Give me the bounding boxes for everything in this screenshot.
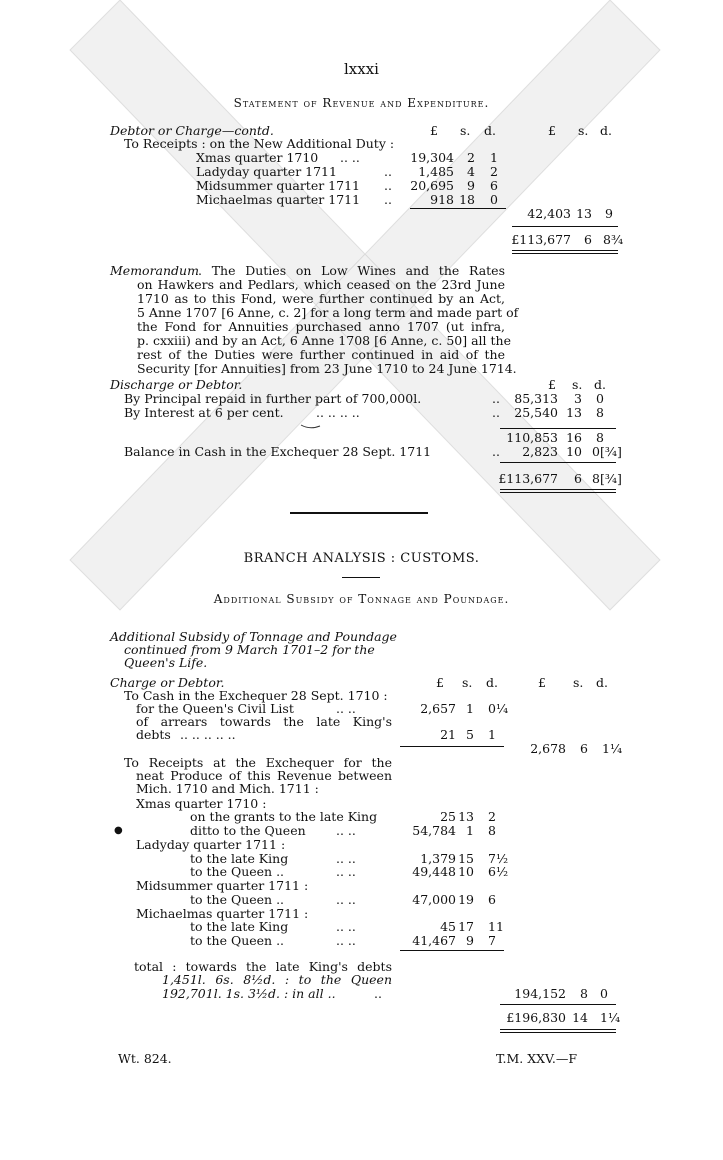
row-dots: .. .. xyxy=(340,150,360,165)
grand-total-pence: 1¼ xyxy=(600,1010,621,1025)
double-rule xyxy=(512,250,618,254)
row-label: Midsummer quarter 1711 xyxy=(196,178,360,193)
row-label: to the Queen .. xyxy=(190,933,285,948)
row-dots: .. xyxy=(492,444,500,459)
cash-line: debts xyxy=(136,727,171,742)
quarter-name: Midsummer quarter 1711 : xyxy=(136,878,309,893)
subtotal-pence: 8 xyxy=(596,430,604,445)
block1-heading: Debtor or Charge—contd. xyxy=(110,123,274,138)
row-shillings: 4 xyxy=(467,164,475,179)
balance-pounds: 2,823 xyxy=(522,444,558,459)
total-pence: 8[¾] xyxy=(592,471,622,486)
title-rule xyxy=(342,577,380,578)
col-head-pence: d. xyxy=(596,675,608,690)
row-shillings: 5 xyxy=(466,727,474,742)
row-shillings: 9 xyxy=(467,178,475,193)
footer-right: T.M. XXV.—F xyxy=(496,1051,578,1066)
total-line: 192,701l. 1s. 3½d. : in all .. xyxy=(162,986,336,1001)
row-label: to the Queen .. xyxy=(190,892,285,907)
memorandum-line: 5 Anne 1707 [6 Anne, c. 2] for a long term and made part of xyxy=(137,305,519,320)
row-shillings: 18 xyxy=(459,192,475,207)
rule xyxy=(500,1004,616,1005)
section-title: Statement of Revenue and Expenditure. xyxy=(233,96,490,110)
section-divider xyxy=(290,512,428,514)
cash-total-shillings: 6 xyxy=(580,741,588,756)
row-label: Xmas quarter 1710 xyxy=(196,150,319,165)
row-dots: .. .. xyxy=(336,864,356,879)
row-pounds: 25,540 xyxy=(514,405,558,420)
row-label: to the Queen .. xyxy=(190,864,285,879)
row-label: to the late King xyxy=(190,919,289,934)
row-pence: 2 xyxy=(488,809,496,824)
row-pounds: 25 xyxy=(440,809,456,824)
double-rule xyxy=(500,1029,616,1033)
subtotal-pence: 9 xyxy=(605,206,613,221)
memorandum-line: . The Duties on Low Wines and the Rates xyxy=(198,263,505,278)
row-pence: 0 xyxy=(596,391,604,406)
row-label: Ladyday quarter 1711 xyxy=(196,164,337,179)
row-shillings: 9 xyxy=(466,933,474,948)
cash-line: of arrears towards the late King's xyxy=(136,714,392,729)
row-pence: 11 xyxy=(488,919,504,934)
row-dots: .. .. xyxy=(336,933,356,948)
total-shillings: 6 xyxy=(584,232,592,247)
quarter-name: Xmas quarter 1710 : xyxy=(136,796,267,811)
col-head-pence: d. xyxy=(486,675,498,690)
rule xyxy=(500,428,616,429)
page-number: lxxxi xyxy=(344,60,379,78)
row-shillings: 17 xyxy=(458,919,474,934)
row-label: By Interest at 6 per cent. xyxy=(124,405,284,420)
row-shillings: 1 xyxy=(466,823,474,838)
intro-line: Queen's Life. xyxy=(124,655,208,670)
row-shillings: 3 xyxy=(574,391,582,406)
col-head-pence: d. xyxy=(594,377,606,392)
col-head-pounds: £ xyxy=(548,123,556,138)
row-pounds: 45 xyxy=(440,919,456,934)
row-shillings: 10 xyxy=(458,864,474,879)
block3-heading: Charge or Debtor. xyxy=(110,675,225,690)
subtotal-shillings: 13 xyxy=(576,206,592,221)
total-row-shillings: 8 xyxy=(580,986,588,1001)
row-dots: .. xyxy=(492,405,500,420)
receipts-line: To Receipts at the Exchequer for the xyxy=(124,755,392,770)
rule xyxy=(500,462,616,463)
row-shillings: 19 xyxy=(458,892,474,907)
rule xyxy=(410,208,506,209)
receipts-line: To Receipts : on the New Additional Duty : xyxy=(124,136,395,151)
row-dots: .. xyxy=(384,164,392,179)
row-shillings: 2 xyxy=(467,150,475,165)
cash-line: for the Queen's Civil List xyxy=(136,701,294,716)
row-dots: .. .. xyxy=(336,823,356,838)
col-head-pounds: £ xyxy=(548,377,556,392)
cash-line: To Cash in the Exchequer 28 Sept. 1710 : xyxy=(124,688,388,703)
quarter-name: Ladyday quarter 1711 : xyxy=(136,837,286,852)
intro-line: continued from 9 March 1701–2 for the xyxy=(124,642,375,657)
row-pence: 8 xyxy=(488,823,496,838)
row-shillings: 13 xyxy=(566,405,582,420)
row-dots: .. .. xyxy=(336,701,356,716)
subsection-title: Additional Subsidy of Tonnage and Poundage. xyxy=(213,592,510,606)
total-pounds: £113,677 xyxy=(511,232,571,247)
row-label: By Principal repaid in further part of 700,000l. xyxy=(124,391,422,406)
total-row-pence: 0 xyxy=(600,986,608,1001)
col-head-pence: d. xyxy=(484,123,496,138)
col-head-shillings: s. xyxy=(460,123,471,138)
row-pounds: 1,379 xyxy=(420,851,456,866)
total-shillings: 6 xyxy=(574,471,582,486)
ink-mark xyxy=(300,422,322,430)
subtotal-pounds: 42,403 xyxy=(527,206,571,221)
total-line: 1,451l. 6s. 8½d. : to the Queen xyxy=(162,972,392,987)
row-pounds: 1,485 xyxy=(418,164,454,179)
row-shillings: 13 xyxy=(458,809,474,824)
row-label: to the late King xyxy=(190,851,289,866)
row-pence: 6 xyxy=(490,178,498,193)
memorandum-line: on Hawkers and Pedlars, which ceased on the 23rd June xyxy=(137,277,505,292)
bullet-mark: ● xyxy=(114,825,123,836)
rule xyxy=(400,746,504,747)
row-dots: .. .. .. .. .. xyxy=(180,727,236,742)
row-dots: .. .. xyxy=(336,919,356,934)
rule xyxy=(400,950,504,951)
branch-title: BRANCH ANALYSIS : CUSTOMS. xyxy=(243,551,480,566)
memorandum-label: Memorandum xyxy=(110,263,199,278)
row-pence: 2 xyxy=(490,164,498,179)
subtotal-shillings: 16 xyxy=(566,430,582,445)
row-dots: .. .. xyxy=(336,892,356,907)
balance-pence: 0[¾] xyxy=(592,444,622,459)
memorandum-line: p. cxxiii) and by an Act, 6 Anne 1708 [6 Anne, c. 50] all the xyxy=(137,333,511,348)
row-label: ditto to the Queen xyxy=(190,823,306,838)
row-pounds: 85,313 xyxy=(514,391,558,406)
footer-left: Wt. 824. xyxy=(118,1051,172,1066)
row-pounds: 49,448 xyxy=(412,864,456,879)
col-head-shillings: s. xyxy=(573,675,584,690)
memorandum-line: Security [for Annuities] from 23 June 1710 to 24 June 1714. xyxy=(137,361,517,376)
row-pounds: 2,657 xyxy=(420,701,456,716)
receipts-line: neat Produce of this Revenue between xyxy=(136,768,392,783)
col-head-shillings: s. xyxy=(572,377,583,392)
row-pounds: 41,467 xyxy=(412,933,456,948)
row-shillings: 1 xyxy=(466,701,474,716)
balance-label: Balance in Cash in the Exchequer 28 Sept. 1711 xyxy=(124,444,432,459)
grand-total-shillings: 14 xyxy=(572,1010,588,1025)
row-dots: .. .. .. .. xyxy=(316,405,360,420)
row-pounds: 47,000 xyxy=(412,892,456,907)
col-head-shillings: s. xyxy=(578,123,589,138)
row-pence: 0¼ xyxy=(488,701,509,716)
row-pounds: 918 xyxy=(430,192,454,207)
col-head-pounds: £ xyxy=(430,123,438,138)
row-pence: 1 xyxy=(490,150,498,165)
row-label: on the grants to the late King xyxy=(190,809,378,824)
row-dots: .. xyxy=(374,986,382,1001)
rule xyxy=(512,226,618,227)
col-head-shillings: s. xyxy=(462,675,473,690)
col-head-pounds: £ xyxy=(436,675,444,690)
cash-total-pence: 1¼ xyxy=(602,741,623,756)
total-line: total : towards the late King's debts xyxy=(134,959,392,974)
grand-total-pounds: £196,830 xyxy=(506,1010,566,1025)
total-pence: 8¾ xyxy=(603,232,624,247)
cash-total-pounds: 2,678 xyxy=(530,741,566,756)
total-row-pounds: 194,152 xyxy=(514,986,566,1001)
row-pounds: 20,695 xyxy=(410,178,454,193)
row-label: Michaelmas quarter 1711 xyxy=(196,192,361,207)
row-dots: .. xyxy=(384,192,392,207)
row-dots: .. xyxy=(384,178,392,193)
receipts-line: Mich. 1710 and Mich. 1711 : xyxy=(136,781,319,796)
row-pence: 6 xyxy=(488,892,496,907)
memorandum-line: rest of the Duties were further continued in aid of the xyxy=(137,347,505,362)
row-dots: .. .. xyxy=(336,851,356,866)
balance-shillings: 10 xyxy=(566,444,582,459)
memorandum-line: 1710 as to this Fond, were further continued by an Act, xyxy=(137,291,505,306)
block2-heading: Discharge or Debtor. xyxy=(110,377,243,392)
row-pence: 7½ xyxy=(488,851,509,866)
intro-line: Additional Subsidy of Tonnage and Poundage xyxy=(110,629,397,644)
col-head-pence: d. xyxy=(600,123,612,138)
row-pounds: 19,304 xyxy=(410,150,454,165)
row-pence: 7 xyxy=(488,933,496,948)
memorandum-line: the Fond for Annuities purchased anno 1707 (ut infra, xyxy=(137,319,505,334)
subtotal-pounds: 110,853 xyxy=(506,430,558,445)
double-rule xyxy=(500,489,616,493)
row-pounds: 21 xyxy=(440,727,456,742)
row-pence: 1 xyxy=(488,727,496,742)
row-pence: 6½ xyxy=(488,864,509,879)
quarter-name: Michaelmas quarter 1711 : xyxy=(136,906,309,921)
col-head-pounds: £ xyxy=(538,675,546,690)
total-pounds: £113,677 xyxy=(498,471,558,486)
row-shillings: 15 xyxy=(458,851,474,866)
row-dots: .. xyxy=(492,391,500,406)
row-pence: 8 xyxy=(596,405,604,420)
row-pence: 0 xyxy=(490,192,498,207)
row-pounds: 54,784 xyxy=(412,823,456,838)
